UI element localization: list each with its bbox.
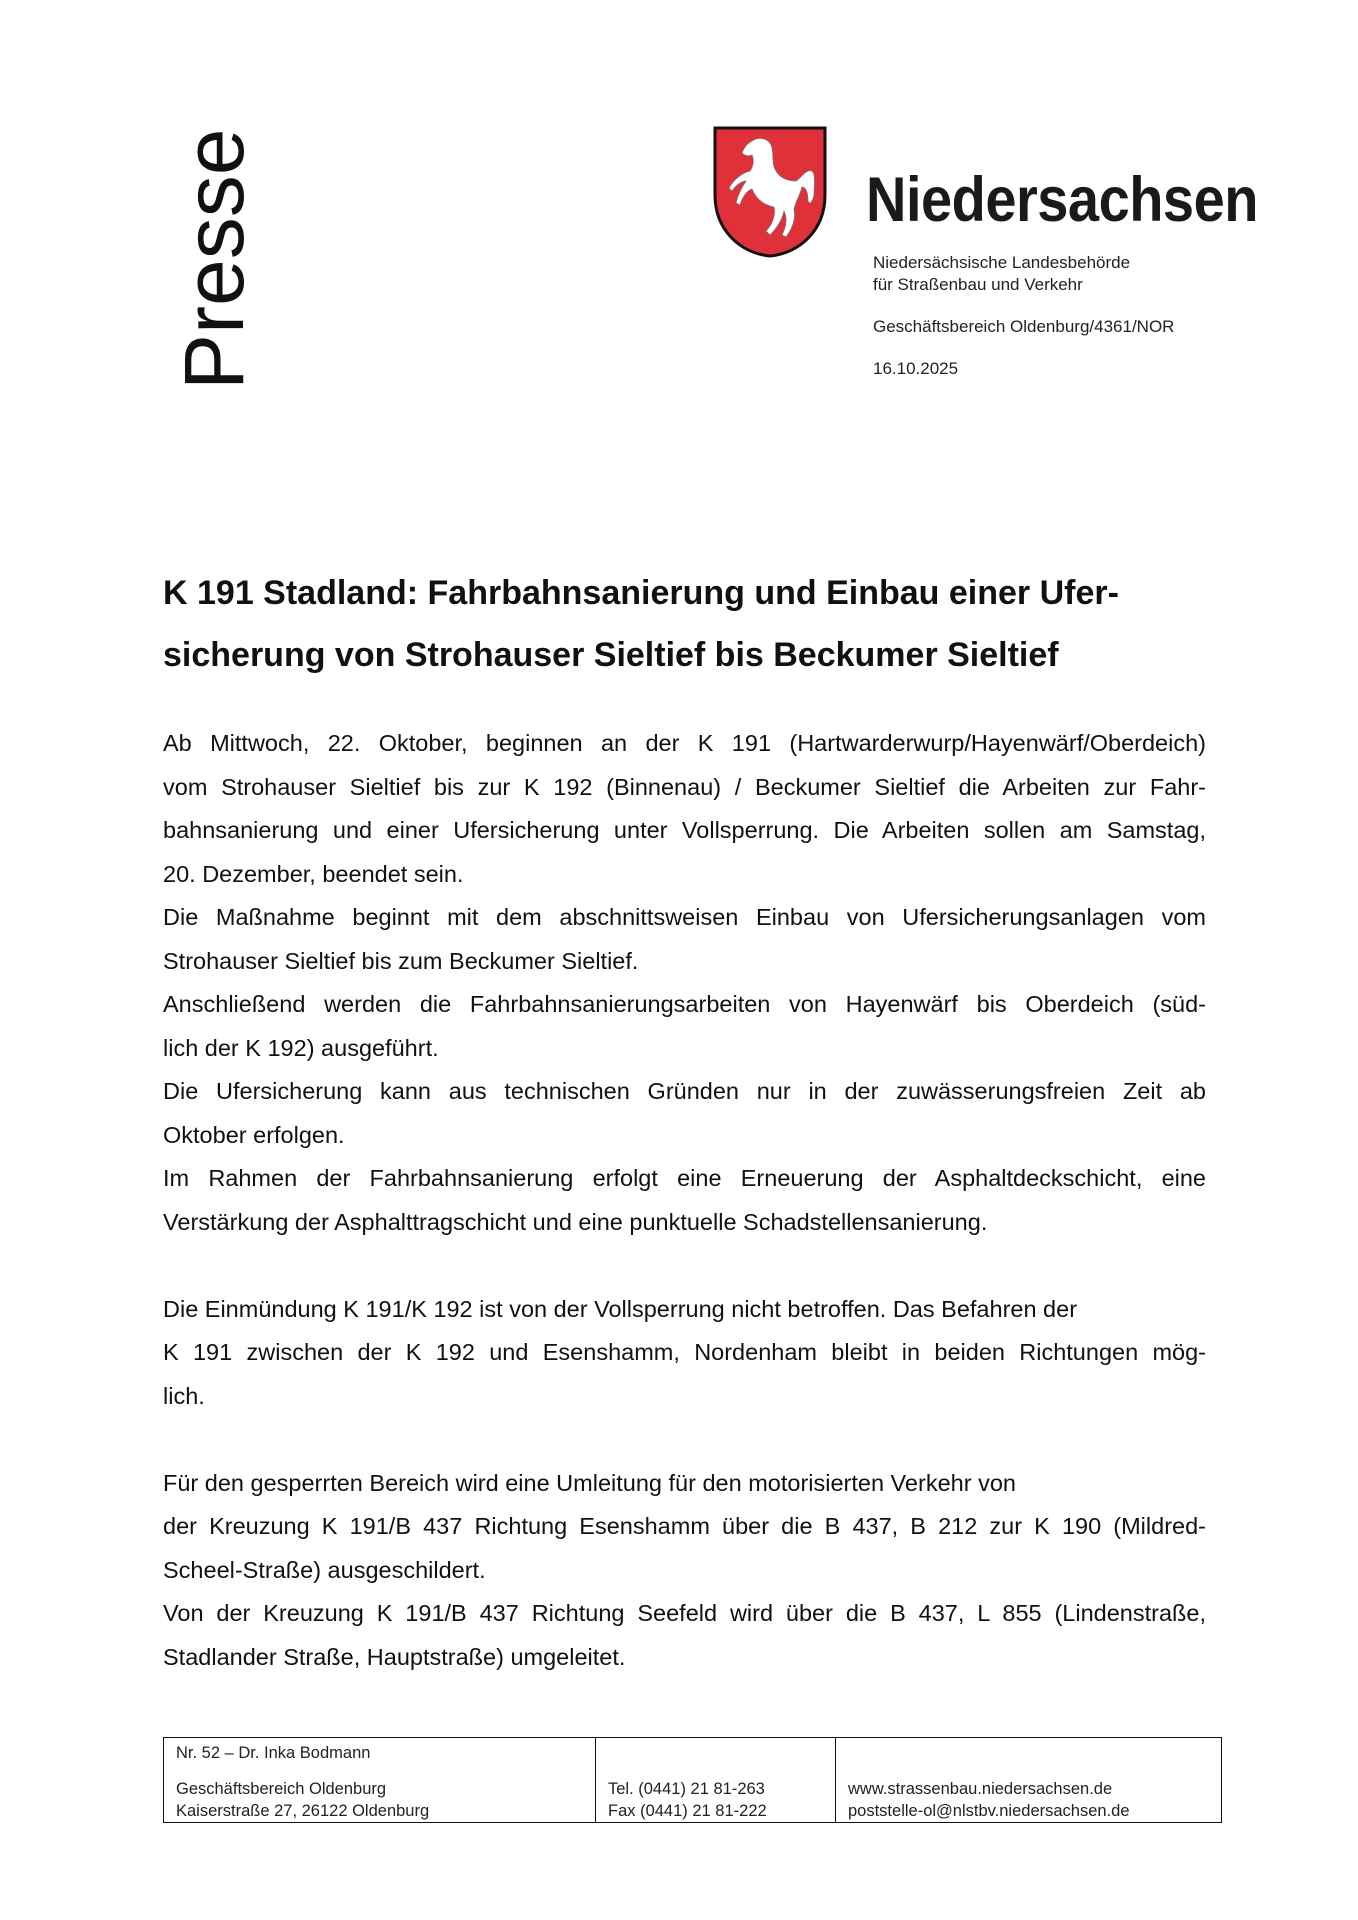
phone-block [608,1778,767,1822]
office-address: Kaiserstraße 27, 26122 Oldenburg [176,1802,430,1820]
paragraph-detour-seefeld [163,1592,1206,1679]
paragraph-start-date [163,722,1206,896]
paragraph-road-works [163,983,1206,1070]
text-line: bahnsanierung und einer Ufersicherung unter Vollsperrung. Die Arbeiten sollen am Samstag, [163,817,1206,843]
text-line: lich der K 192) ausgeführt. [163,1034,439,1061]
text-line: der Kreuzung K 191/B 437 Richtung Esenshamm über die B 437, B 212 zur K 190 (Mildred- [163,1513,1206,1539]
title-line: K 191 Stadland: Fahrbahnsanierung und Einbau einer Ufer- [163,574,1119,612]
contact-footer-table [163,1737,1222,1823]
spacer [163,1244,1206,1288]
footer-web-cell [836,1738,1221,1822]
text-line: lich. [163,1382,205,1409]
text-line: Für den gesperrten Bereich wird eine Umleitung für den motorisierten Verkehr von [163,1469,1016,1496]
text-line: Anschließend werden die Fahrbahnsanierungsarbeiten von Hayenwärf bis Oberdeich (süd- [163,991,1206,1017]
text-line: Strohauser Sieltief bis zum Beckumer Sieltief. [163,947,639,974]
spacer [163,1418,1206,1462]
text-line: K 191 zwischen der K 192 und Esenshamm, Nordenham bleibt in beiden Richtungen mög- [163,1339,1206,1365]
text-line: Die Maßnahme beginnt mit dem abschnittsweisen Einbau von Ufersicherungsanlagen vom [163,904,1206,930]
reference-number: Geschäftsbereich Oldenburg/4361/NOR [873,317,1175,336]
press-release-title [163,562,1223,686]
press-release-body [163,722,1206,1679]
text-line: Von der Kreuzung K 191/B 437 Richtung Seefeld wird über die B 437, L 855 (Lindenstraße, [163,1600,1206,1626]
text-line: Im Rahmen der Fahrbahnsanierung erfolgt eine Erneuerung der Asphaltdeckschicht, eine [163,1165,1206,1191]
contact-person: Nr. 52 – Dr. Inka Bodmann [176,1744,371,1762]
text-line: Scheel-Straße) ausgeschildert. [163,1556,486,1583]
press-date: 16.10.2025 [873,359,959,378]
text-line: Ab Mittwoch, 22. Oktober, beginnen an der K 191 (Hartwarderwurp/Hayenwärf/Oberdeich) [163,730,1206,756]
footer-contact-cell [164,1738,596,1822]
paragraph-junction [163,1288,1206,1419]
title-line: sicherung von Strohauser Sieltief bis Beckumer Sieltief [163,636,1059,674]
web-block [848,1778,1130,1822]
text-line: Die Einmündung K 191/K 192 ist von der Vollsperrung nicht betroffen. Das Befahren der [163,1295,1078,1322]
lower-saxony-coat-of-arms-logo [712,125,828,259]
office-address-block [176,1778,429,1822]
office-name: Geschäftsbereich Oldenburg [176,1780,387,1798]
paragraph-timing [163,1070,1206,1157]
phone-number: Tel. (0441) 21 81-263 [608,1780,765,1798]
text-line: Die Ufersicherung kann aus technischen Gründen nur in der zuwässerungsfreien Zeit ab [163,1078,1206,1104]
email-link[interactable]: poststelle-ol@nlstbv.niedersachsen.de [848,1802,1130,1820]
presse-label: Presse [167,128,261,390]
authority-name-line2: für Straßenbau und Verkehr [873,275,1083,294]
text-line: 20. Dezember, beendet sein. [163,860,464,887]
paragraph-measure [163,896,1206,983]
brand-wordmark: Niedersachsen [866,164,1258,235]
text-line: Oktober erfolgen. [163,1121,345,1148]
footer-phone-cell [596,1738,836,1822]
website-link[interactable]: www.strassenbau.niedersachsen.de [848,1780,1113,1798]
authority-name-line1: Niedersächsische Landesbehörde [873,253,1131,272]
text-line: Stadlander Straße, Hauptstraße) umgeleitet. [163,1643,626,1670]
paragraph-detour-esenshamm [163,1462,1206,1593]
fax-number: Fax (0441) 21 81-222 [608,1802,767,1820]
paragraph-scope [163,1157,1206,1244]
text-line: Verstärkung der Asphalttragschicht und eine punktuelle Schadstellensanierung. [163,1208,988,1235]
text-line: vom Strohauser Sieltief bis zur K 192 (Binnenau) / Beckumer Sieltief die Arbeiten zur Fahr- [163,773,1206,800]
